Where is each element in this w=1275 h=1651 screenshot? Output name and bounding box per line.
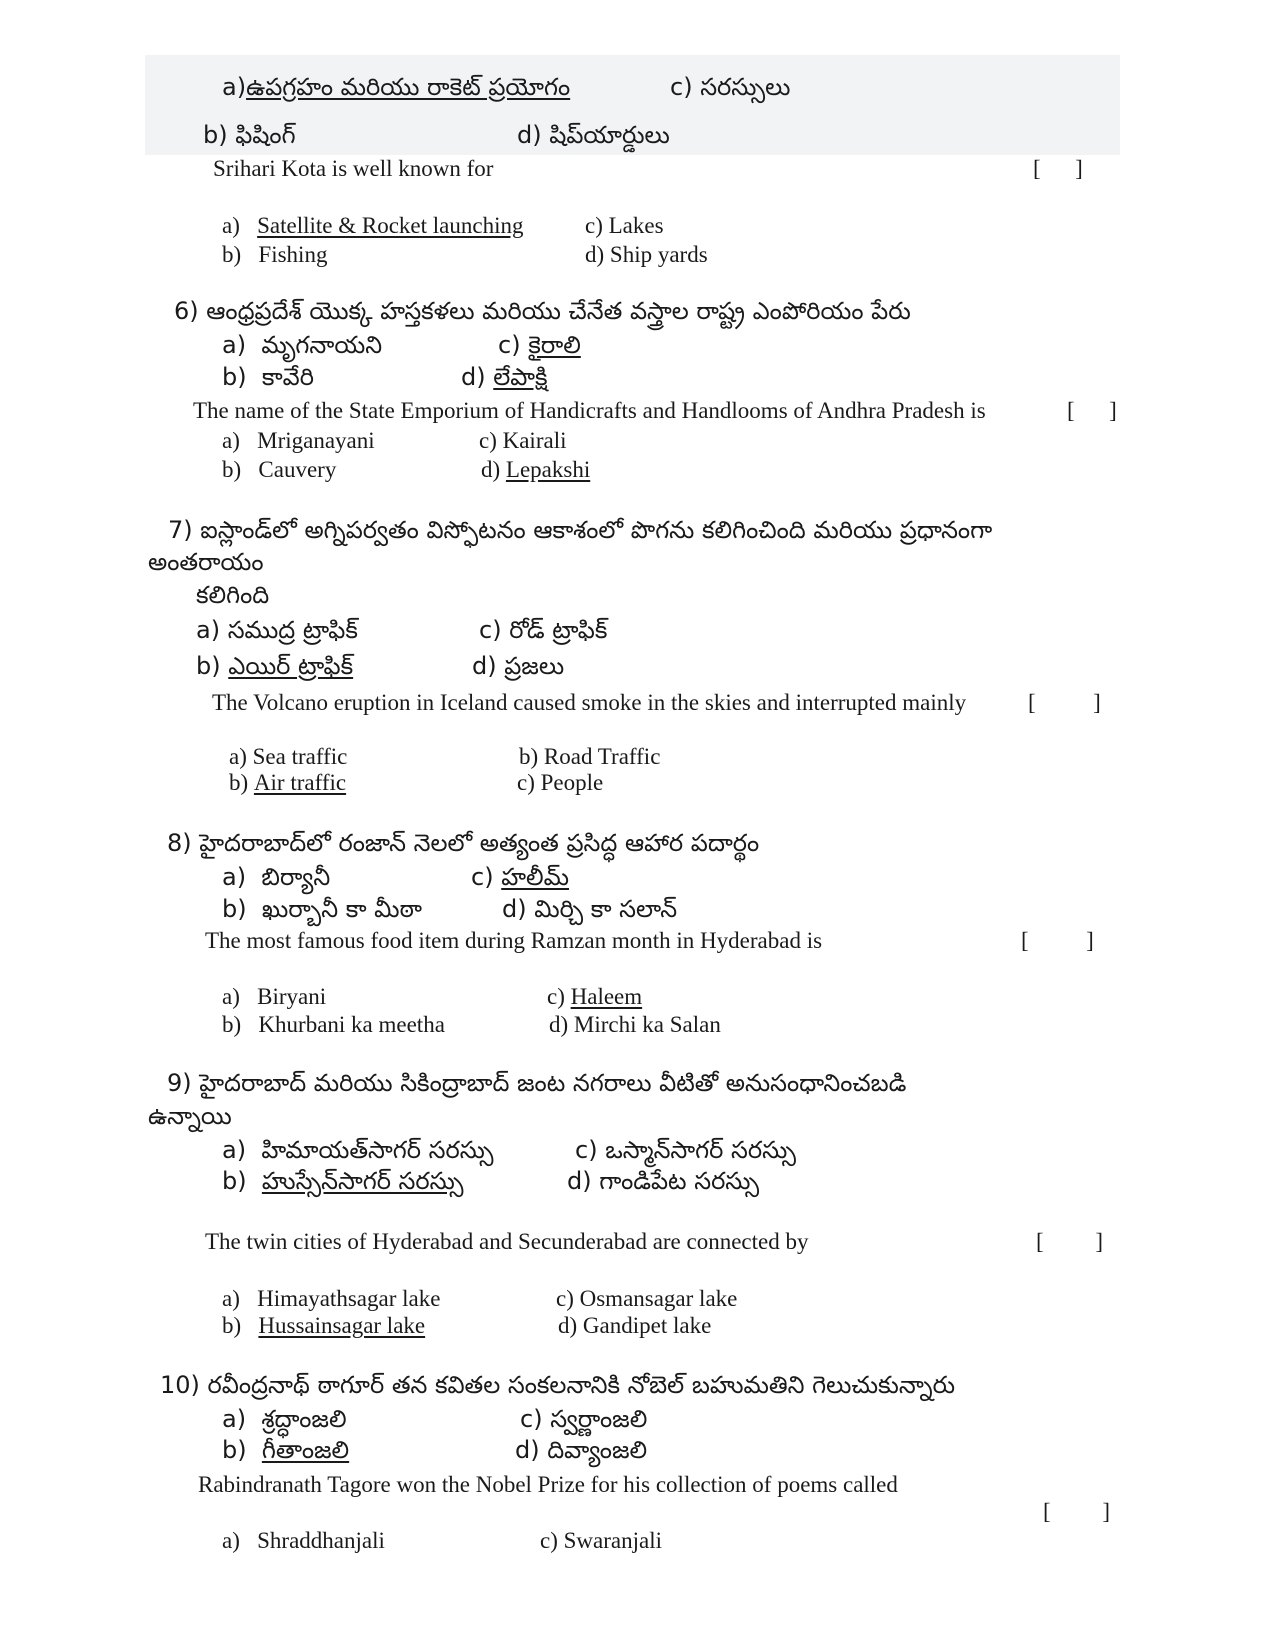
q9-te-option-d: d) గాండిపేట సరస్సు: [567, 1167, 760, 1195]
q7-answer-bracket: [ ]: [1028, 690, 1101, 715]
q6-answer-bracket: [ ]: [1067, 398, 1117, 423]
q6-te-option-d: d) లేపాక్షి: [461, 363, 548, 391]
q7-en-option-a: a) Sea traffic: [229, 744, 348, 769]
q5-te-option-b: b) ఫిషింగ్: [203, 121, 296, 149]
q10-answer-bracket: [ ]: [1043, 1499, 1111, 1524]
q7-te-question-line2: అంతరాయం: [148, 548, 264, 576]
q10-te-question: 10) రవీంద్రనాథ్ ఠాగూర్ తన కవితల సంకలనానికి నోబెల్ బహుమతిని గెలుచుకున్నారు: [160, 1371, 956, 1399]
q9-en-option-d: d) Gandipet lake: [558, 1313, 712, 1338]
q7-te-option-c: c) రోడ్ ట్రాఫిక్: [479, 616, 608, 644]
q9-te-question-line1: 9) హైదరాబాద్ మరియు సికింద్రాబాద్ జంట నగరాలు వీటితో అనుసంధానించబడి: [167, 1069, 907, 1097]
q6-te-question: 6) ఆంధ్రప్రదేశ్ యొక్క హస్తకళలు మరియు చేనేత వస్త్రాల రాష్ట్ర ఎంపోరియం పేరు: [174, 297, 911, 325]
q7-en-option-c: c) People: [517, 770, 604, 795]
q10-en-option-a: a) Shraddhanjali: [222, 1528, 385, 1553]
q5-answer-bracket: [ ]: [1033, 156, 1083, 181]
q5-te-option-d: d) షిప్‌యార్డులు: [517, 121, 670, 149]
q9-en-option-c: c) Osmansagar lake: [556, 1286, 738, 1311]
q5-en-option-c: c) Lakes: [585, 213, 664, 238]
q9-te-option-a: a) హిమాయత్‌సాగర్ సరస్సు: [222, 1136, 494, 1164]
q6-en-option-c: c) Kairali: [479, 428, 567, 453]
q9-en-option-a: a) Himayathsagar lake: [222, 1286, 441, 1311]
q7-te-option-a: a) సముద్ర ట్రాఫిక్: [196, 616, 358, 644]
q5-en-option-d: d) Ship yards: [585, 242, 708, 267]
q7-te-option-d: d) ప్రజలు: [472, 652, 565, 680]
q7-te-question-line1: 7) ఐస్లాండ్‌లో అగ్నిపర్వతం విస్ఫోటనం ఆకాశంలో పొగను కలిగించింది మరియు ప్రధానంగా: [168, 516, 993, 544]
q7-en-option-b-right: b) Road Traffic: [519, 744, 661, 769]
q8-answer-bracket: [ ]: [1021, 928, 1094, 953]
q5-en-question: Srihari Kota is well known for: [213, 156, 494, 181]
q9-answer-bracket: [ ]: [1036, 1229, 1104, 1254]
q10-en-question: Rabindranath Tagore won the Nobel Prize for his collection of poems called: [198, 1472, 898, 1497]
q8-en-option-a: a) Biryani: [222, 984, 327, 1009]
q10-en-option-c: c) Swaranjali: [540, 1528, 662, 1553]
q9-te-option-c: c) ఒస్మాన్‌సాగర్ సరస్సు: [575, 1136, 796, 1164]
q8-en-option-b: b) Khurbani ka meetha: [222, 1012, 445, 1037]
q7-en-option-b: b) Air traffic: [229, 770, 347, 795]
q7-te-option-b: b) ఎయిర్ ట్రాఫిక్: [196, 652, 354, 680]
q8-en-option-c: c) Haleem: [547, 984, 643, 1009]
q8-te-option-d: d) మిర్చి కా సలాన్: [502, 895, 678, 923]
q5-en-option-a: a) Satellite & Rocket launching: [222, 213, 524, 238]
q5-te-option-c: c) సరస్సులు: [670, 73, 791, 101]
q5-te-option-a: a)ఉపగ్రహం మరియు రాకెట్ ప్రయోగం: [222, 73, 571, 101]
q8-te-option-a: a) బిర్యానీ: [222, 863, 331, 891]
q6-te-option-a: a) మృగనాయని: [222, 331, 383, 359]
q9-te-option-b: b) హుస్సేన్‌సాగర్ సరస్సు: [222, 1167, 464, 1195]
q5-en-option-b: b) Fishing: [222, 242, 328, 267]
q10-te-option-a: a) శ్రద్ధాంజలి: [222, 1405, 347, 1433]
q10-te-option-d: d) దివ్యాంజలి: [515, 1436, 648, 1464]
q9-en-option-b: b) Hussainsagar lake: [222, 1313, 426, 1338]
q8-te-option-c: c) హలీమ్: [471, 863, 569, 891]
q6-te-option-b: b) కావేరి: [222, 363, 314, 391]
q6-en-option-d: d) Lepakshi: [481, 457, 591, 482]
q6-en-option-a: a) Mriganayani: [222, 428, 375, 453]
q8-te-option-b: b) ఖుర్బానీ కా మీఠా: [222, 895, 423, 923]
q6-te-option-c: c) కైరాలి: [498, 331, 581, 359]
q10-te-option-b: b) గీతాంజలి: [222, 1436, 350, 1464]
q9-en-question: The twin cities of Hyderabad and Secunderabad are connected by: [205, 1229, 809, 1254]
q8-en-question: The most famous food item during Ramzan month in Hyderabad is: [205, 928, 823, 953]
q6-en-question: The name of the State Emporium of Handicrafts and Handlooms of Andhra Pradesh is: [193, 398, 986, 423]
q8-en-option-d: d) Mirchi ka Salan: [549, 1012, 721, 1037]
q9-te-question-line2: ఉన్నాయి: [148, 1102, 232, 1130]
q7-te-question-line3: కలిగింది: [196, 581, 270, 609]
q7-en-question: The Volcano eruption in Iceland caused smoke in the skies and interrupted mainly: [212, 690, 967, 715]
q8-te-question: 8) హైదరాబాద్‌లో రంజాన్ నెలలో అత్యంత ప్రసిద్ధ ఆహార పదార్థం: [167, 829, 760, 857]
q10-te-option-c: c) స్వర్ణాంజలి: [520, 1405, 648, 1433]
q6-en-option-b: b) Cauvery: [222, 457, 337, 482]
